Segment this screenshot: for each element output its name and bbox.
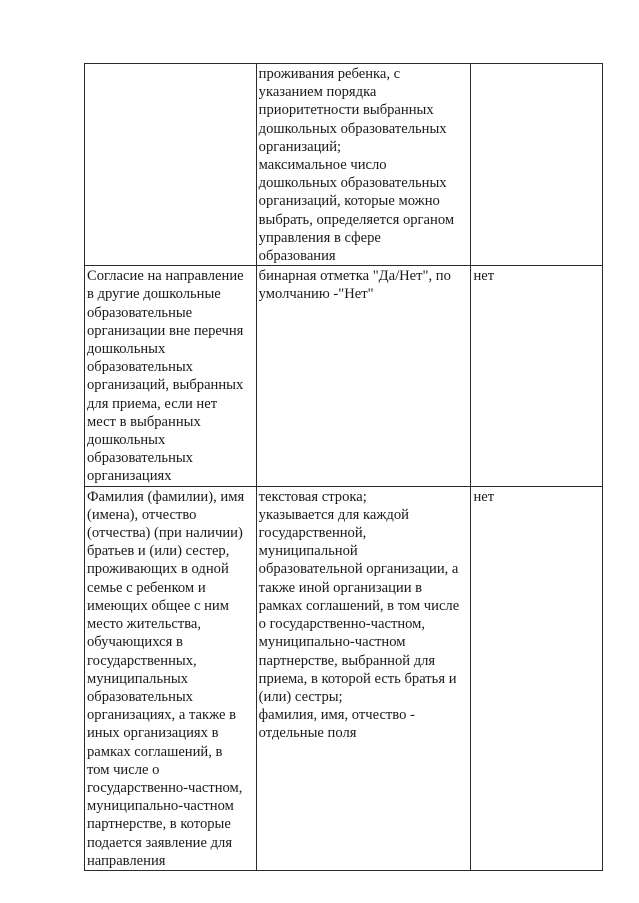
- table-row: [85, 486, 603, 870]
- table-cell-required: [471, 486, 603, 870]
- table-cell-format: [256, 64, 471, 266]
- cell-text: текстовая строка; указывается для каждой государственной, муниципальной образовательной организации, а также иной организации в рамках соглашений, в том числе о государственно-частном, муниципально-частном партнерстве, выбранной для приема, в которой есть братья и (или) сестры; фамилия, имя, отчество - отдельные поля: [258, 488, 460, 742]
- cell-text: Фамилия (фамилии), имя (имена), отчество (отчества) (при наличии) братьев и (или) сестер, проживающих в одной семье с ребенком и имеющих общее с ним место жительства, обучающихся в государственных, муниципальных образовательных организациях, а также в иных организациях в рамках соглашений, в том числе о государственно-частном, муниципально-частном партнерстве, в которые подается заявление для направления: [87, 488, 245, 869]
- table-cell-required: [471, 266, 603, 486]
- cell-text: Согласие на направление в другие дошкольные образовательные организации вне перечня дошкольных образовательных организаций, выбранных для приема, если нет мест в выбранных дошкольных образовательных организациях: [87, 268, 244, 485]
- cell-text: проживания ребенка, с указанием порядка приоритетности выбранных дошкольных образовательных организаций; максимальное число дошкольных образовательных организаций, которые можно выбрать, определяется органом управления в сфере образования: [258, 66, 455, 265]
- document-table: [84, 63, 603, 871]
- cell-text: нет: [473, 488, 495, 505]
- cell-text: нет: [473, 268, 495, 285]
- table-cell-field-name: [85, 64, 257, 266]
- cell-text: бинарная отметка "Да/Нет", по умолчанию -"Нет": [258, 268, 451, 303]
- table-row: [85, 266, 603, 486]
- table-cell-format: [256, 266, 471, 486]
- table-cell-field-name: [85, 486, 257, 870]
- table-cell-format: [256, 486, 471, 870]
- table-cell-required: [471, 64, 603, 266]
- table-cell-field-name: [85, 266, 257, 486]
- table-row: [85, 64, 603, 266]
